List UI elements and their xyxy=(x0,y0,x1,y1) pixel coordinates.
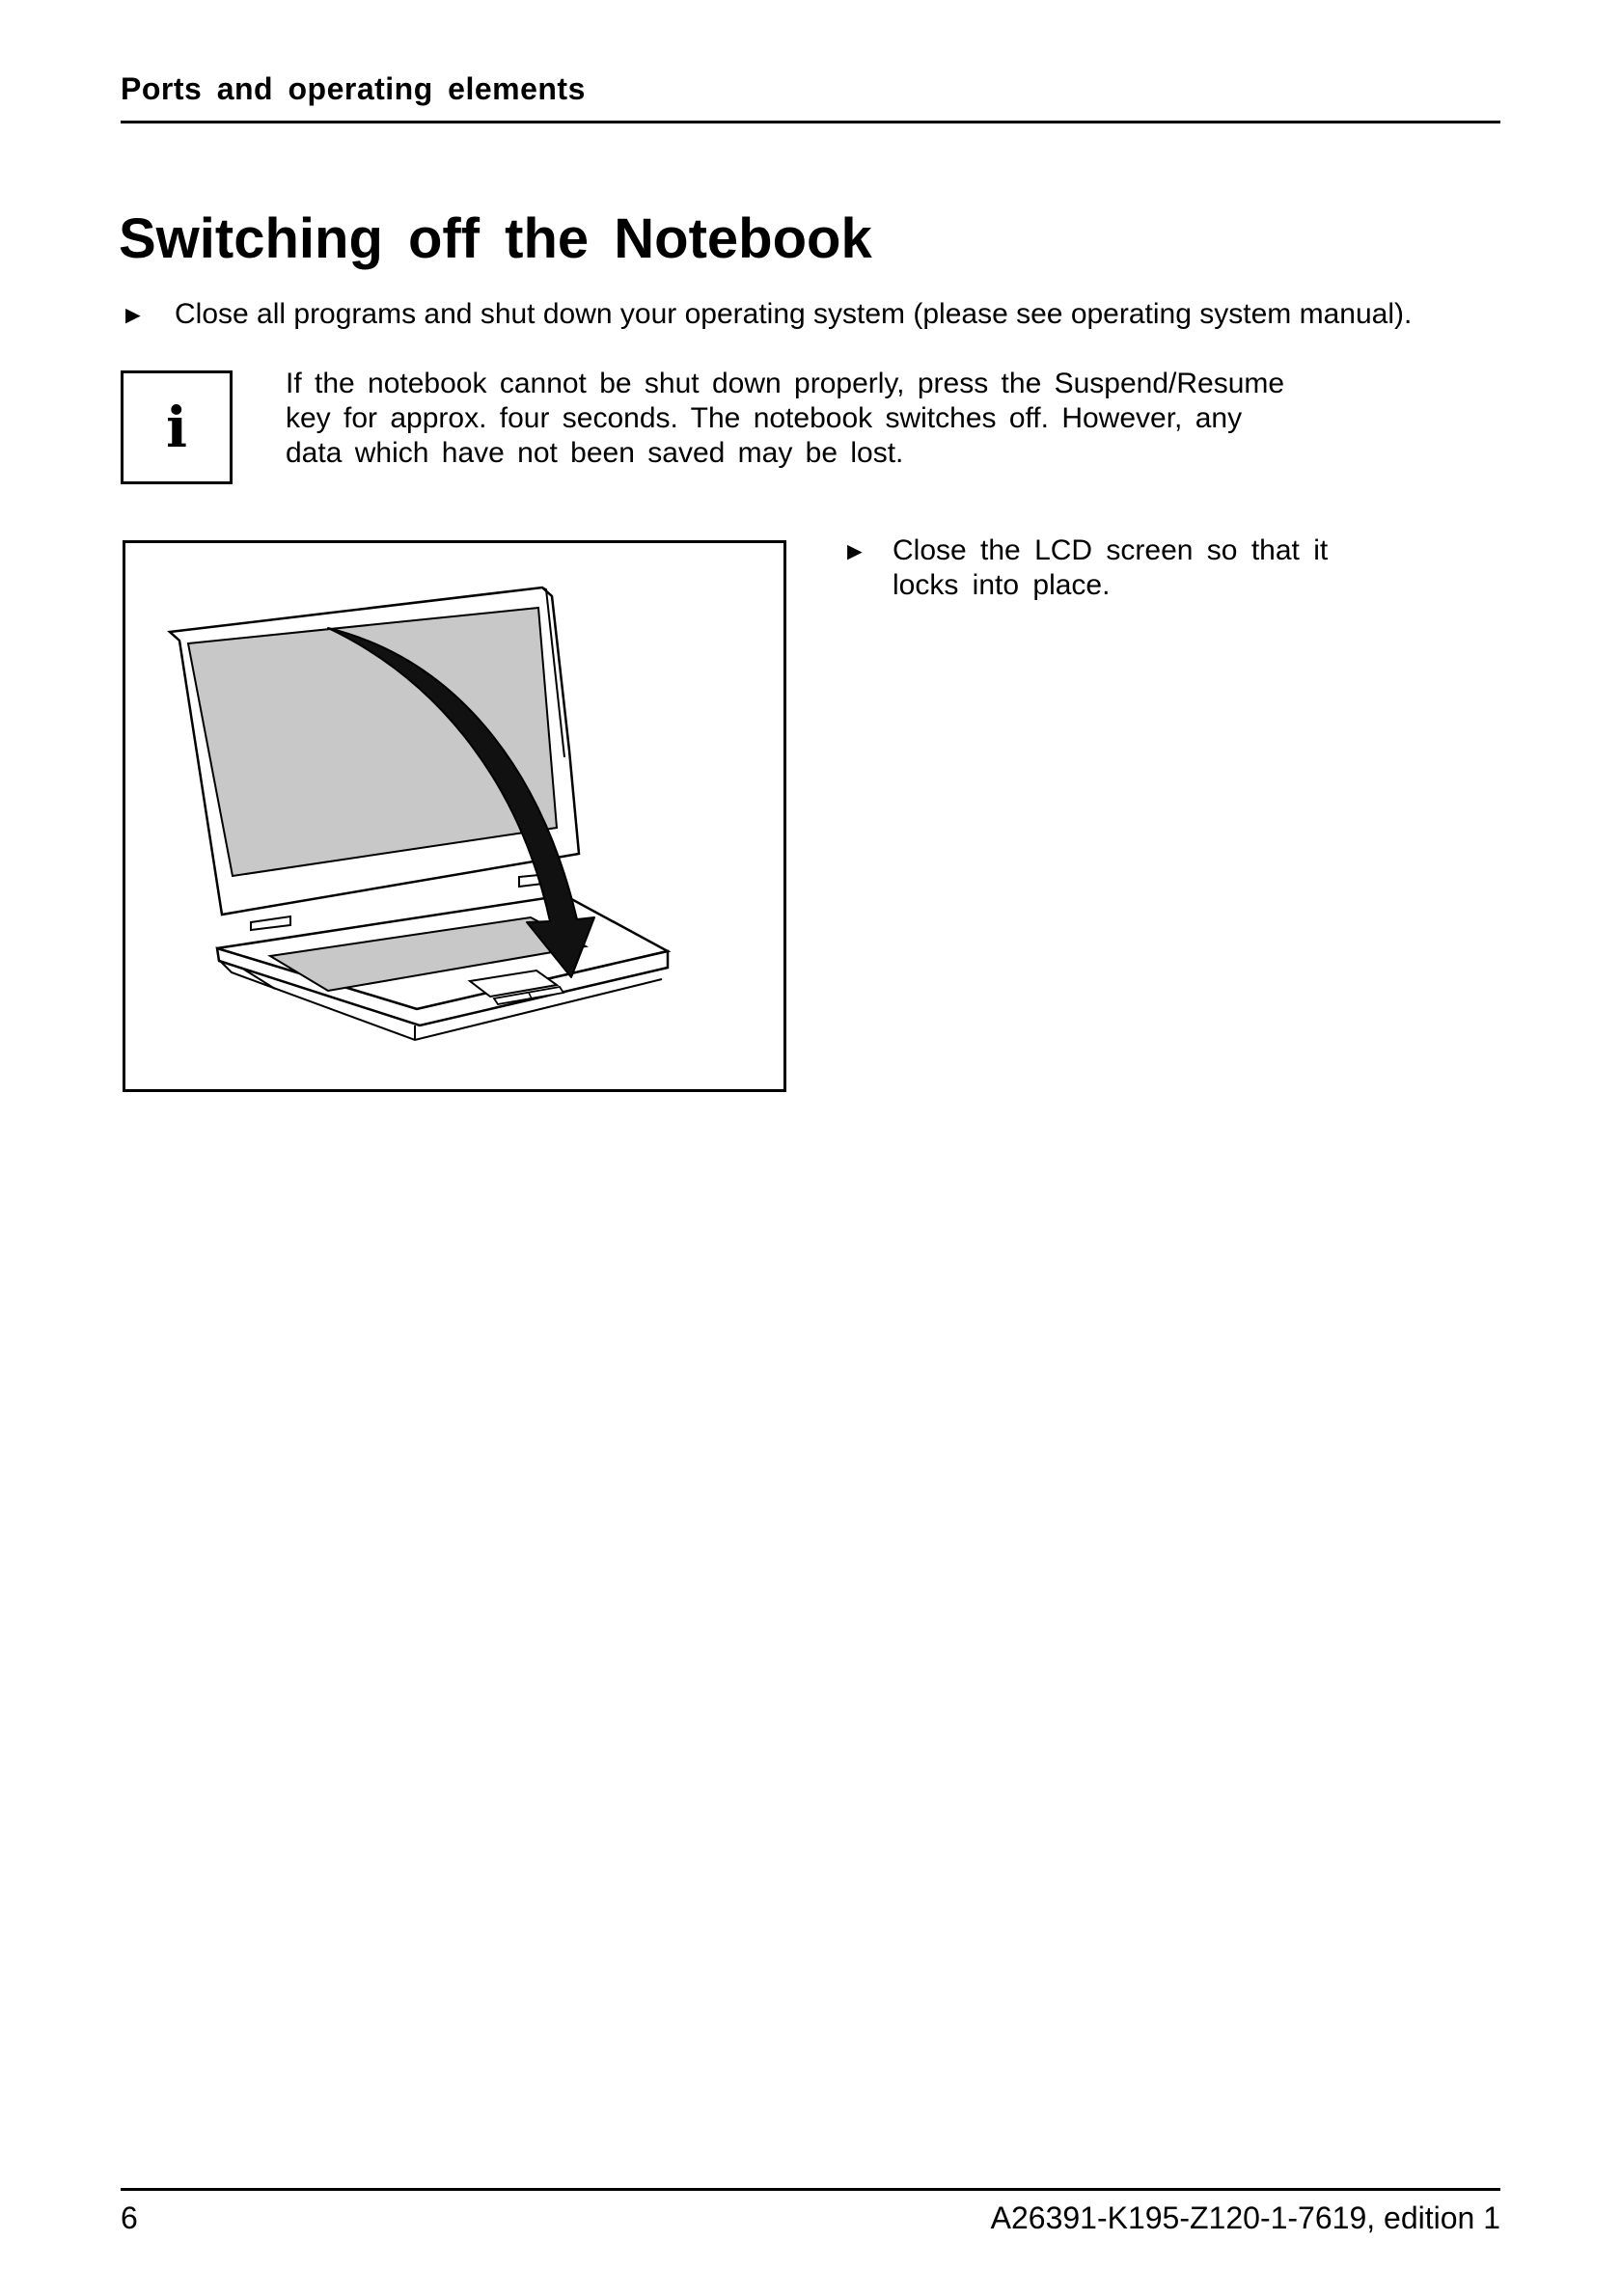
step-text-line: locks into place. xyxy=(893,569,1111,601)
step-text: Close all programs and shut down your operating system (please see operating system manual). xyxy=(175,298,1413,330)
section-heading: Switching off the Notebook xyxy=(119,207,872,270)
bullet-arrow-icon: ► xyxy=(842,536,867,565)
info-note xyxy=(286,367,1357,471)
header-divider xyxy=(121,121,1500,123)
info-note-line: If the notebook cannot be shut down properly, press the Suspend/Resume xyxy=(286,368,1285,399)
running-header: Ports and operating elements xyxy=(121,71,586,106)
info-glyph: i xyxy=(165,395,188,460)
notebook-closing-illustration xyxy=(123,540,786,1092)
info-note-line: data which have not been saved may be lost. xyxy=(286,437,904,469)
info-icon xyxy=(121,370,233,484)
page-number: 6 xyxy=(121,2200,138,2235)
info-note-line: key for approx. four seconds. The notebook switches off. However, any xyxy=(286,402,1243,434)
step-text-line: Close the LCD screen so that it xyxy=(893,534,1329,566)
hinge-left xyxy=(251,916,290,930)
document-id: A26391-K195-Z120-1-7619, edition 1 xyxy=(990,2200,1500,2235)
bullet-arrow-icon: ► xyxy=(121,300,146,329)
notebook-drawing xyxy=(125,543,783,1089)
footer-divider xyxy=(121,2188,1500,2191)
step-text xyxy=(893,533,1328,603)
